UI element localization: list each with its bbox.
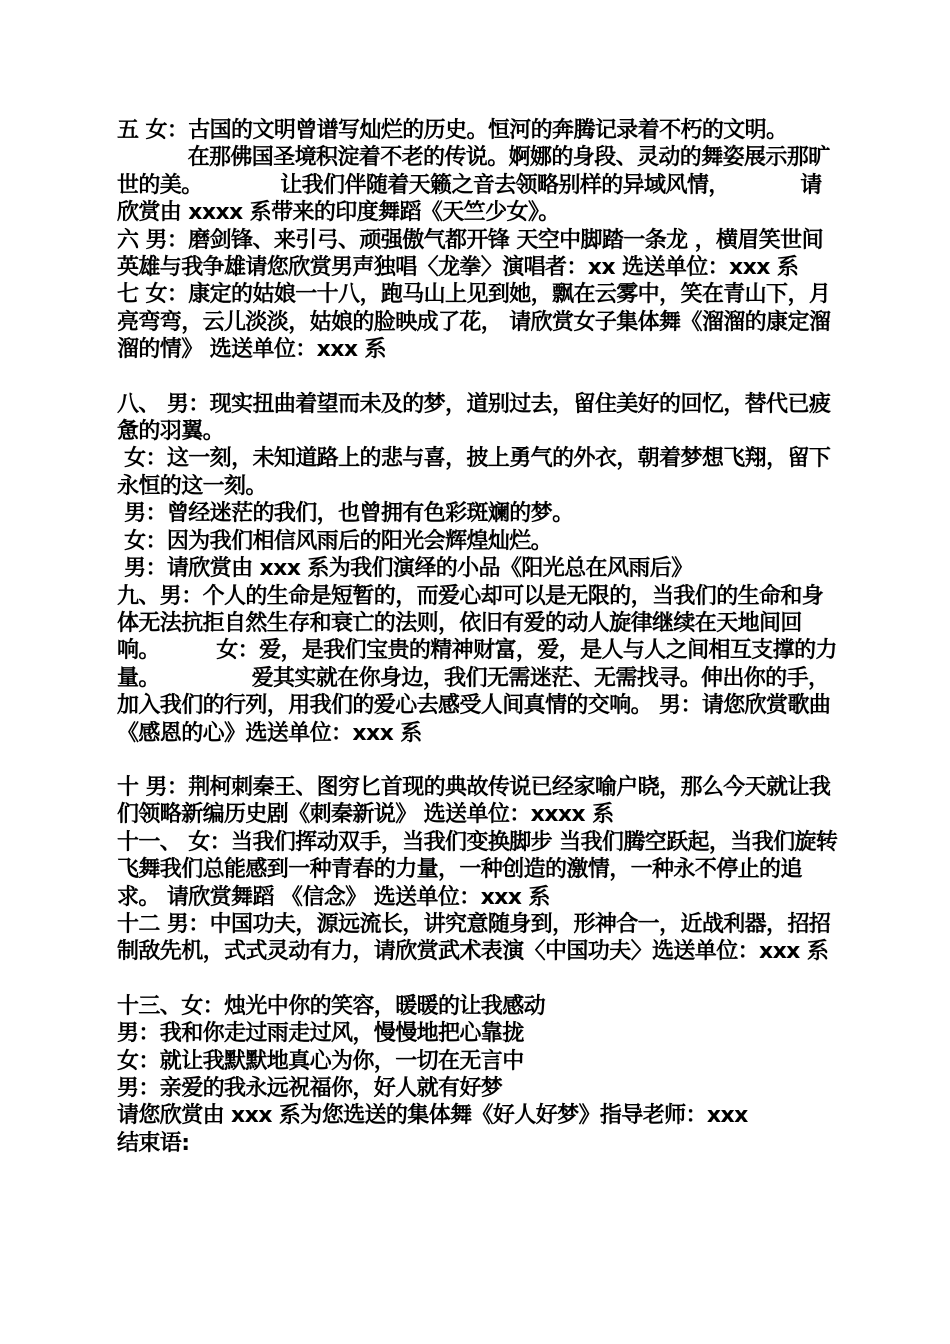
paragraph-9: 九、男：个人的生命是短暂的，而爱心却可以是无限的，当我们的生命和身体无法抗拒自然生存和衰亡的法则，依旧有爱的动人旋律继续在天地间回响。 女：爱，是我们宝贵的精神财富，爱，是人与人之间相互支撑的力量。 爱其实就在你身边，我们无需迷茫、无需找寻。伸出你的手，加入我们的行列，用我们的爱心去感受人间真情的交响。 男：请您欣赏歌曲《感恩的心》选送单位：xxx 系: [117, 583, 837, 746]
paragraph-7-female: 七 女：康定的姑娘一十八，跑马山上见到她，飘在云雾中，笑在青山下，月亮弯弯，云儿淡淡，姑娘的脸映成了花， 请欣赏女子集体舞《溜溜的康定溜溜的情》 选送单位：xxx 系: [117, 282, 831, 363]
paragraph-8-male-2: 男：曾经迷茫的我们，也曾拥有色彩斑斓的梦。: [117, 501, 574, 527]
paragraph-8-male-3: 男：请欣赏由 xxx 系为我们演绎的小品《阳光总在风雨后》: [117, 556, 693, 582]
paragraph-6-male: 六 男：磨剑锋、来引弓、顽强傲气都开锋 天空中脚踏一条龙 ，横眉笑世间英雄与我争雄请您欣赏男声独唱〈龙拳〉演唱者：xx 选送单位：xxx 系: [117, 227, 823, 281]
paragraph-5-continued: 在那佛国圣境积淀着不老的传说。婀娜的身段、灵动的舞姿展示那旷世的美。 让我们伴随着天籁之音去领略别样的异域风情， 请欣赏由 xxxx 系带来的印度舞蹈《天竺少女》。: [117, 145, 830, 226]
blank-line: [117, 364, 842, 391]
paragraph-8-female: 女：这一刻，未知道路上的悲与喜，披上勇气的外衣，朝着梦想飞翔，留下永恒的这一刻。: [117, 446, 831, 499]
paragraph-13-male: 男：我和你走过雨走过风，慢慢地把心靠拢: [117, 1021, 524, 1047]
paragraph-13-closing: 请您欣赏由 xxx 系为您选送的集体舞《好人好梦》指导老师：xxx: [117, 1103, 748, 1129]
paragraph-13-male-2: 男：亲爱的我永远祝福你，好人就有好梦: [117, 1076, 503, 1101]
document-body: [117, 117, 842, 1157]
paragraph-13-female: 十三、女：烛光中你的笑容，暖暖的让我感动: [117, 993, 546, 1019]
paragraph-8-male: 八、 男：现实扭曲着望而未及的梦，道别过去，留住美好的回忆，替代已疲惫的羽翼。: [117, 391, 831, 445]
blank-line: [117, 966, 842, 993]
closing-remarks-heading: 结束语:: [117, 1130, 190, 1156]
paragraph-13-female-2: 女：就让我默默地真心为你，一切在无言中: [117, 1048, 524, 1074]
blank-line: [117, 747, 842, 774]
paragraph-10: 十 男：荆柯刺秦王、图穷匕首现的典故传说已经家喻户晓，那么今天就让我们领略新编历史剧《刺秦新说》 选送单位：xxxx 系: [117, 774, 831, 828]
paragraph-11: 十一、 女：当我们挥动双手，当我们变换脚步 当我们腾空跃起，当我们旋转飞舞我们总能感到一种青春的力量，一种创造的激情，一种永不停止的追求。 请欣赏舞蹈 《信念》 选送单位：xxx 系: [117, 829, 838, 910]
paragraph-8-female-2: 女：因为我们相信风雨后的阳光会辉煌灿烂。: [117, 528, 553, 554]
paragraph-5-female: 五 女：古国的文明曾谱写灿烂的历史。恒河的奔腾记录着不朽的文明。: [117, 118, 788, 143]
paragraph-12: 十二 男：中国功夫，源远流长，讲究意随身到，形神合一，近战利器，招招制敌先机，式式灵动有力，请欣赏武术表演〈中国功夫〉选送单位：xxx 系: [117, 911, 831, 965]
